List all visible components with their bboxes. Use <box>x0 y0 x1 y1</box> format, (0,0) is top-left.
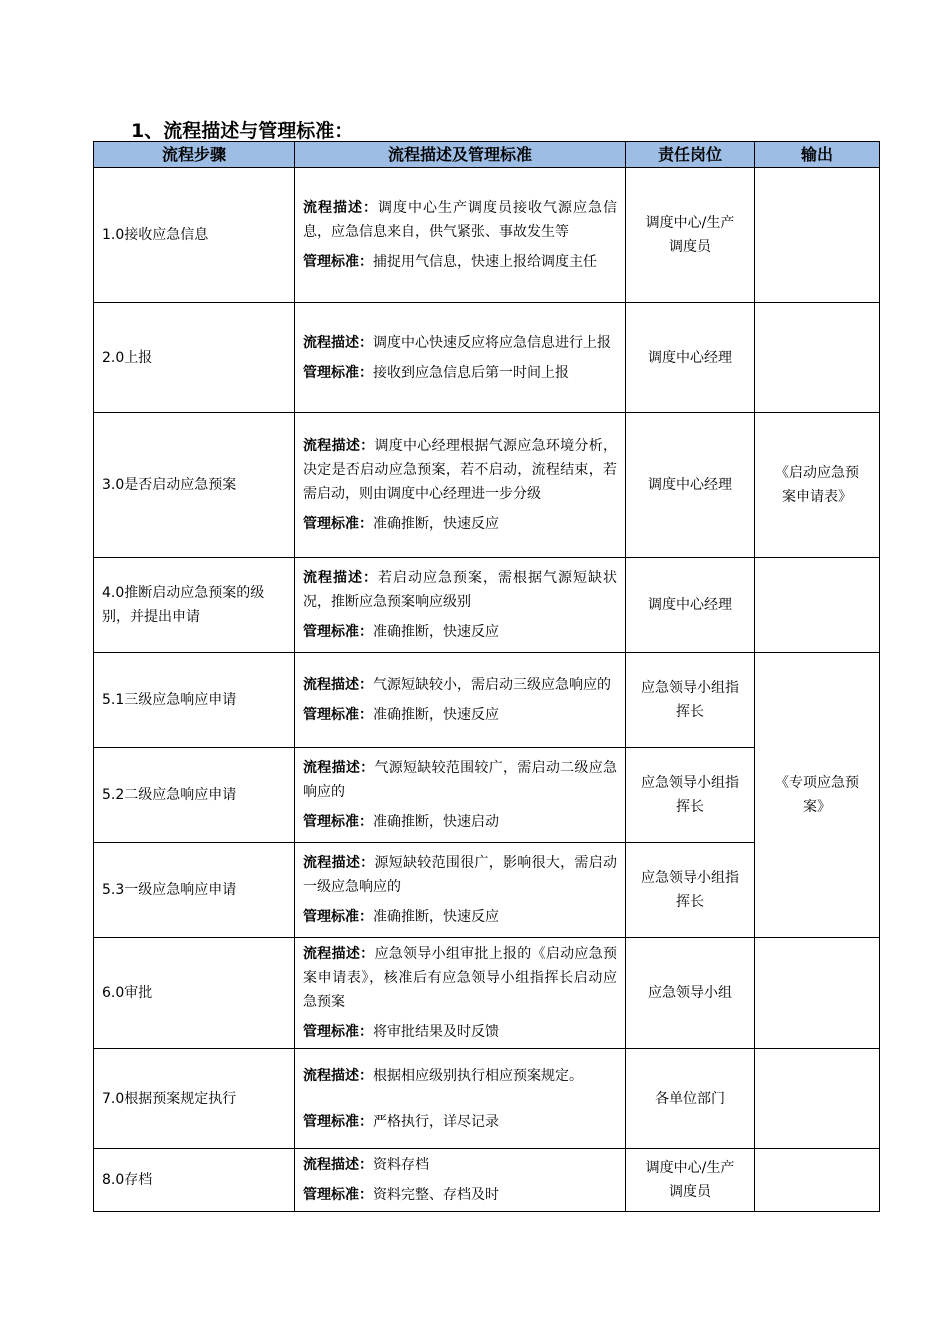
desc-label: 流程描述： <box>303 855 375 871</box>
desc-text: 应急领导小组审批上报的《启动应急预案申请表》，核准后有应急领导小组指挥长启动应急预案 <box>303 946 618 1010</box>
desc-label: 流程描述： <box>303 760 375 776</box>
std-text: 准确推断，快速启动 <box>373 814 499 830</box>
role-cell: 应急领导小组 <box>626 938 755 1049</box>
table-row <box>94 558 880 653</box>
desc-text: 调度中心生产调度员接收气源应急信息，应急信息来自，供气紧张、事故发生等 <box>303 200 617 240</box>
header-output: 输出 <box>755 142 880 168</box>
header-role: 责任岗位 <box>626 142 755 168</box>
output-cell: 《启动应急预案申请表》 <box>755 413 880 558</box>
desc-cell <box>295 303 626 413</box>
std-label: 管理标准： <box>303 909 373 925</box>
step-cell: 1.0接收应急信息 <box>94 168 295 303</box>
role-cell: 应急领导小组指挥长 <box>626 843 755 938</box>
std-label: 管理标准： <box>303 814 373 830</box>
std-label: 管理标准： <box>303 624 373 640</box>
std-text: 接收到应急信息后第一时间上报 <box>373 364 569 381</box>
table-row <box>94 938 880 1049</box>
step-cell: 3.0是否启动应急预案 <box>94 413 295 558</box>
desc-text: 调度中心快速反应将应急信息进行上报 <box>373 334 611 351</box>
desc-text: 调度中心经理根据气源应急环境分析，决定是否启动应急预案，若不启动，流程结束，若需启动，则由调度中心经理进一步分级 <box>303 438 618 502</box>
std-label: 管理标准： <box>303 254 373 270</box>
std-text: 资料完整、存档及时 <box>373 1187 499 1203</box>
output-cell <box>755 938 880 1049</box>
desc-label: 流程描述： <box>303 1067 373 1084</box>
std-label: 管理标准： <box>303 1113 373 1130</box>
step-cell: 2.0上报 <box>94 303 295 413</box>
role-cell: 应急领导小组指挥长 <box>626 748 755 843</box>
desc-text: 根据相应级别执行相应预案规定。 <box>373 1067 583 1084</box>
desc-label: 流程描述： <box>303 438 375 454</box>
desc-text: 气源短缺较范围较广，需启动二级应急响应的 <box>303 760 618 800</box>
role-cell: 应急领导小组指挥长 <box>626 653 755 748</box>
desc-label: 流程描述： <box>303 570 378 586</box>
desc-label: 流程描述： <box>303 1157 373 1173</box>
step-cell: 4.0推断启动应急预案的级别，并提出申请 <box>94 558 295 653</box>
desc-label: 流程描述： <box>303 334 373 351</box>
role-cell: 调度中心经理 <box>626 413 755 558</box>
role-cell: 调度中心经理 <box>626 558 755 653</box>
std-text: 捕捉用气信息，快速上报给调度主任 <box>373 254 597 270</box>
output-cell <box>755 303 880 413</box>
desc-cell <box>295 748 626 843</box>
output-cell: 《专项应急预案》 <box>755 653 880 938</box>
table-header-row <box>94 142 880 168</box>
desc-cell <box>295 558 626 653</box>
role-cell: 调度中心/生产调度员 <box>626 1149 755 1212</box>
std-label: 管理标准： <box>303 516 373 532</box>
table-row <box>94 168 880 303</box>
step-cell: 7.0根据预案规定执行 <box>94 1049 295 1149</box>
std-text: 准确推断，快速反应 <box>373 624 499 640</box>
desc-cell <box>295 1149 626 1212</box>
role-cell: 调度中心经理 <box>626 303 755 413</box>
desc-text: 气源短缺较小，需启动三级应急响应的 <box>373 677 611 693</box>
std-label: 管理标准： <box>303 707 373 723</box>
desc-cell <box>295 843 626 938</box>
output-cell <box>755 168 880 303</box>
std-text: 严格执行，详尽记录 <box>373 1113 499 1130</box>
desc-cell <box>295 653 626 748</box>
desc-label: 流程描述： <box>303 200 378 216</box>
desc-label: 流程描述： <box>303 946 375 962</box>
std-text: 准确推断，快速反应 <box>373 707 499 723</box>
std-label: 管理标准： <box>303 364 373 381</box>
std-text: 准确推断，快速反应 <box>373 909 499 925</box>
role-cell: 调度中心/生产调度员 <box>626 168 755 303</box>
output-cell <box>755 1149 880 1212</box>
std-label: 管理标准： <box>303 1187 373 1203</box>
desc-cell <box>295 413 626 558</box>
std-label: 管理标准： <box>303 1024 373 1040</box>
header-desc: 流程描述及管理标准 <box>295 142 626 168</box>
step-cell: 5.1三级应急响应申请 <box>94 653 295 748</box>
process-table <box>93 141 880 1212</box>
header-step: 流程步骤 <box>94 142 295 168</box>
table-row <box>94 1149 880 1212</box>
output-cell <box>755 1049 880 1149</box>
desc-text: 资料存档 <box>373 1157 429 1173</box>
step-cell: 5.2二级应急响应申请 <box>94 748 295 843</box>
table-row <box>94 413 880 558</box>
desc-cell <box>295 1049 626 1149</box>
step-cell: 8.0存档 <box>94 1149 295 1212</box>
output-cell <box>755 558 880 653</box>
desc-text: 源短缺较范围很广，影响很大，需启动一级应急响应的 <box>303 855 618 895</box>
desc-text: 若启动应急预案，需根据气源短缺状况，推断应急预案响应级别 <box>303 570 617 610</box>
table-row <box>94 1049 880 1149</box>
step-cell: 5.3一级应急响应申请 <box>94 843 295 938</box>
step-cell: 6.0审批 <box>94 938 295 1049</box>
std-text: 准确推断，快速反应 <box>373 516 499 532</box>
desc-label: 流程描述： <box>303 677 373 693</box>
section-heading: 1、流程描述与管理标准： <box>131 120 354 142</box>
table-row <box>94 653 880 748</box>
desc-cell <box>295 938 626 1049</box>
desc-cell <box>295 168 626 303</box>
table-row <box>94 303 880 413</box>
role-cell: 各单位部门 <box>626 1049 755 1149</box>
std-text: 将审批结果及时反馈 <box>373 1024 499 1040</box>
